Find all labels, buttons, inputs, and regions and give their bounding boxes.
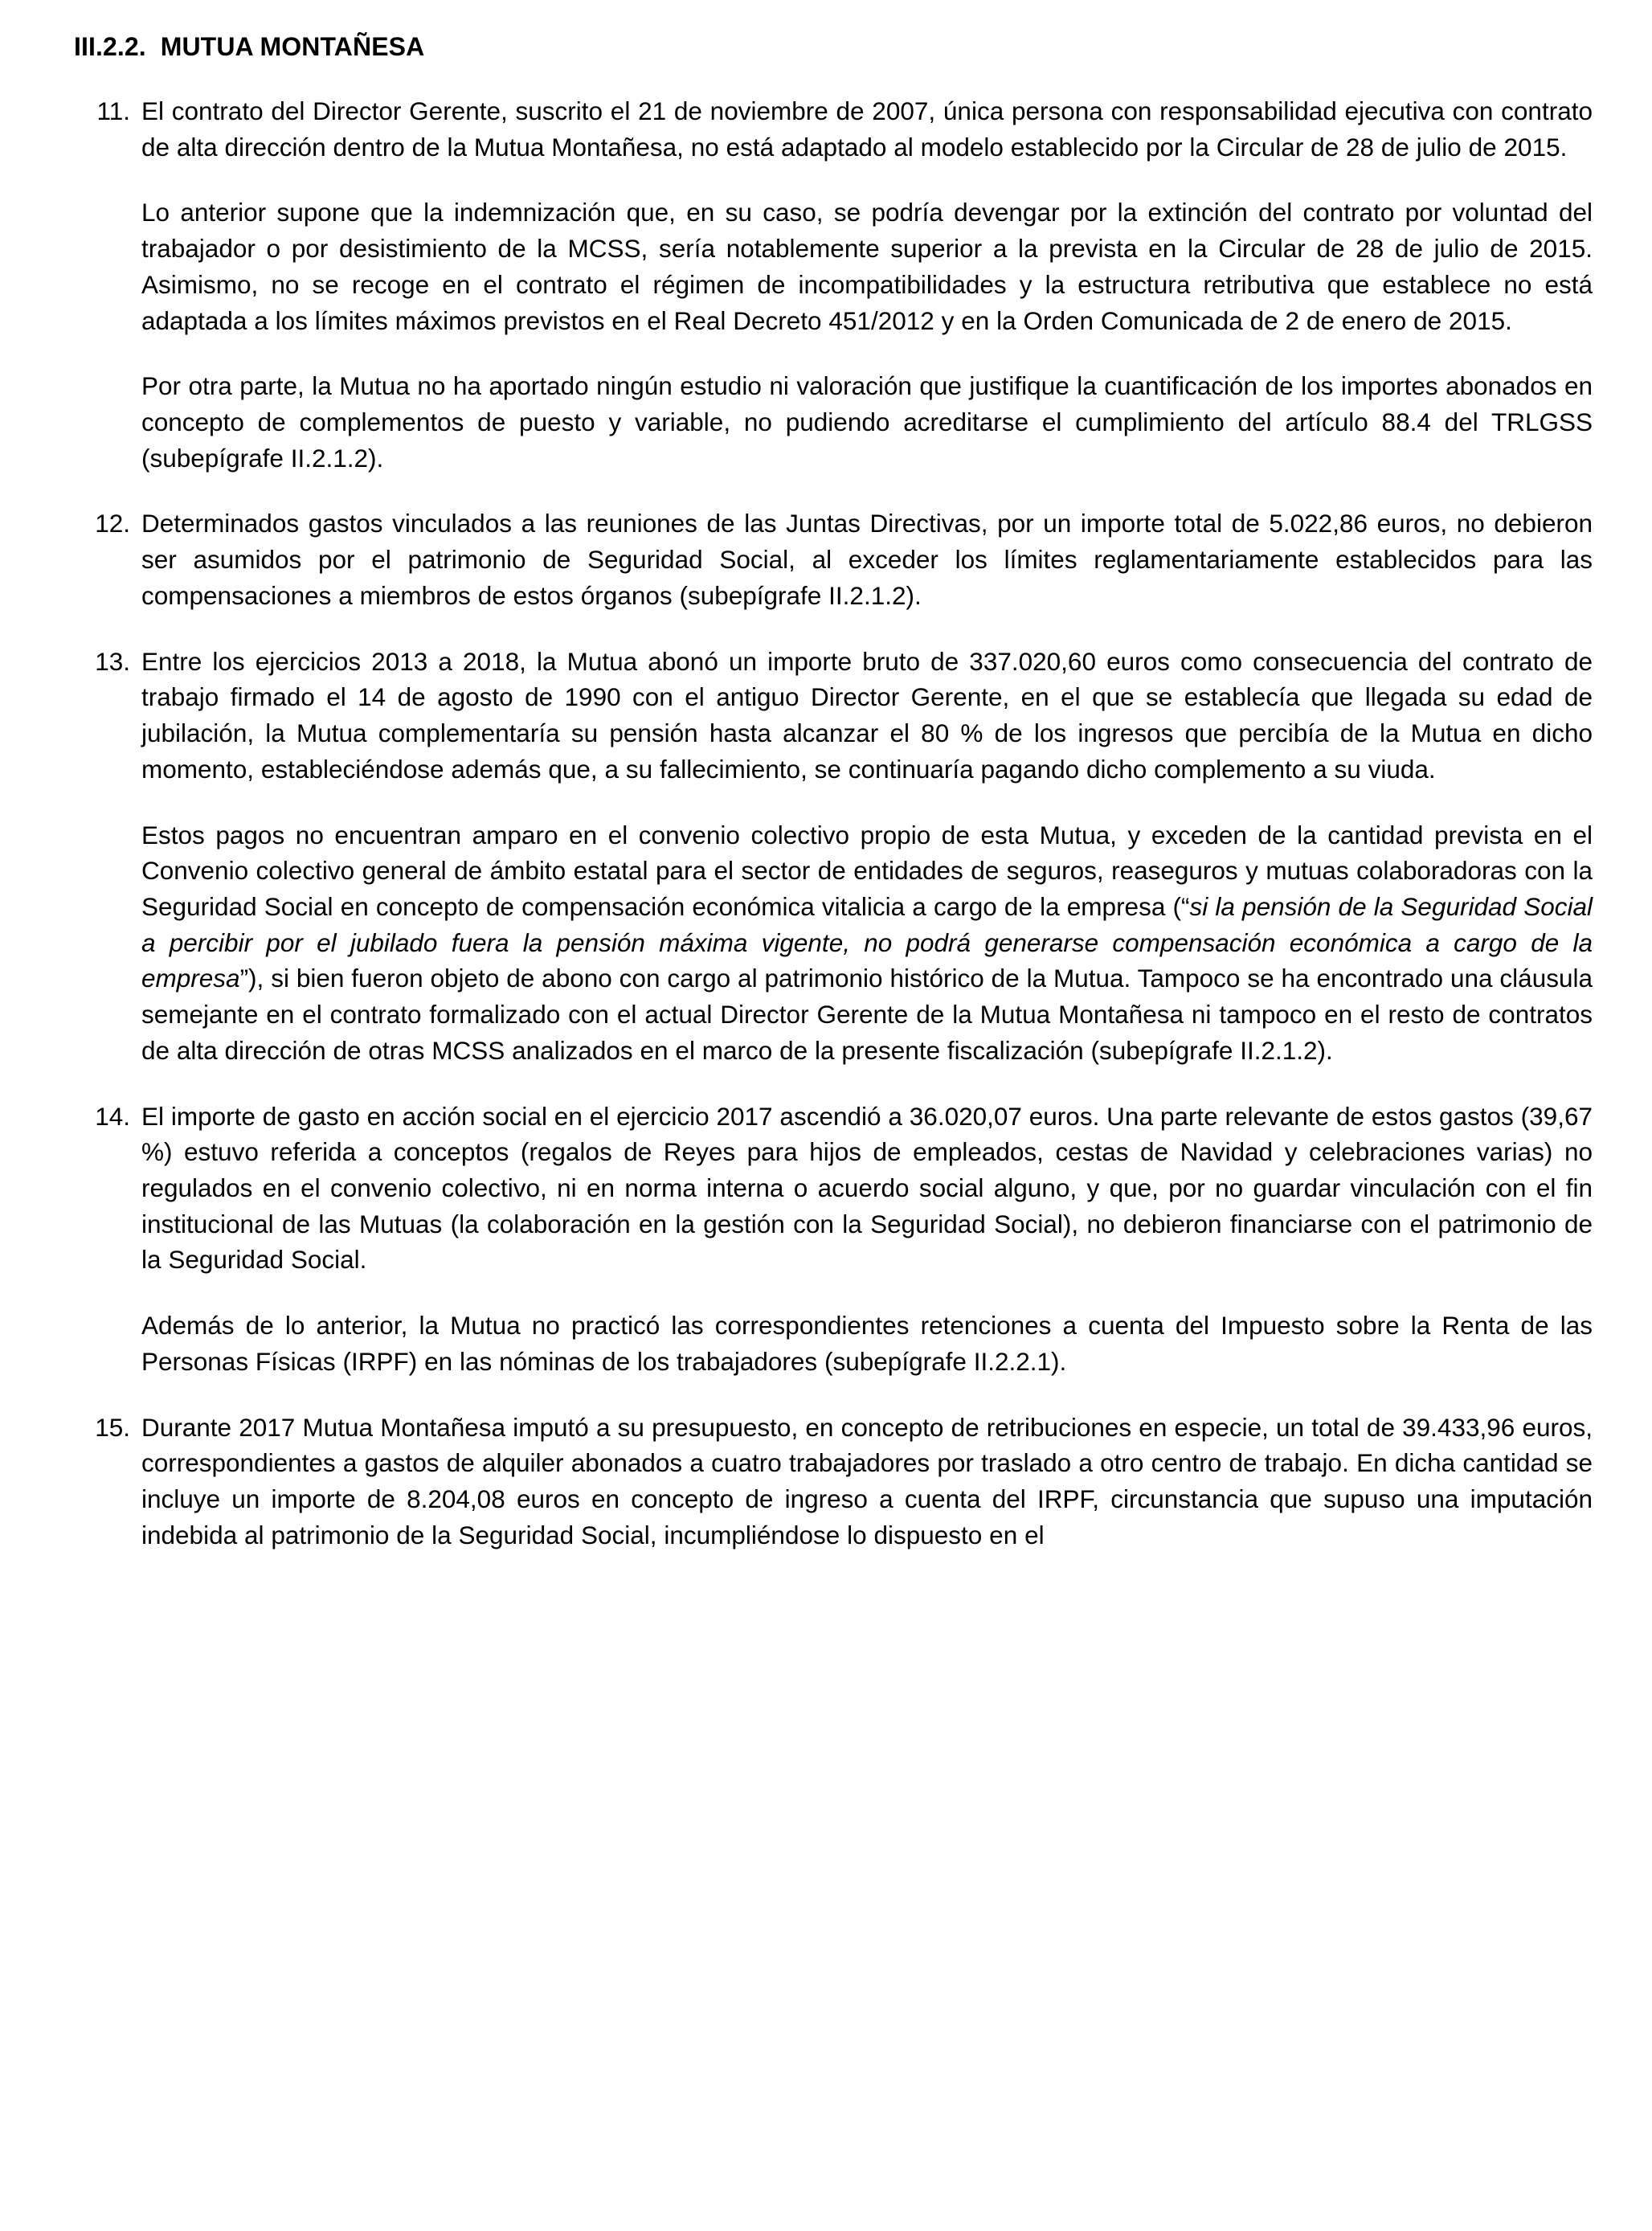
item-body: [141, 1099, 1593, 1410]
list-item: [74, 93, 1593, 506]
item-body: [141, 93, 1593, 506]
paragraph: Durante 2017 Mutua Montañesa imputó a su presupuesto, en concepto de retribuciones en especie, un total de 39.433,96 euros, correspondientes a gastos de alquiler abonados a cuatro trabajadores por traslado a otro centro de trabajo. En dicha cantidad se incluye un importe de 8.204,08 euros en concepto de ingreso a cuenta del IRPF, circunstancia que supuso una imputación indebida al patrimonio de la Seguridad Social, incumpliéndose lo dispuesto en el: [141, 1412, 1593, 1549]
item-number: 13.: [95, 646, 130, 676]
list-item: [74, 644, 1593, 1099]
paragraph: Además de lo anterior, la Mutua no practicó las correspondientes retenciones a cuenta del Impuesto sobre la Renta de las Personas Físicas (IRPF) en las nóminas de los trabajadores (subepígrafe II.2.2.1).: [141, 1311, 1593, 1376]
paragraph: Lo anterior supone que la indemnización que, en su caso, se podría devengar por la extinción del contrato por voluntad del trabajador o por desistimiento de la MCSS, sería notablemente superior a la prevista en la Circular de 28 de julio de 2015. Asimismo, no se recoge en el contrato el régimen de incompatibilidades y la estructura retributiva que establece no está adaptada a los límites máximos previstos en el Real Decreto 451/2012 y en la Orden Comunicada de 2 de enero de 2015.: [141, 198, 1593, 335]
item-number: 11.: [96, 96, 130, 125]
item-body: [141, 1410, 1593, 1583]
item-body: [141, 644, 1593, 1099]
list-item: [74, 1099, 1593, 1410]
quoted-clause: si la pensión de la Seguridad Social a percibir por el jubilado fuera la pensión máxima vigente, no podrá generarse compensación económica a cargo de la empresa: [141, 891, 1593, 993]
item-body: [141, 506, 1593, 643]
list-item: [74, 1410, 1593, 1583]
quote-trail: ”), si bien fueron objeto de abono con cargo al patrimonio histórico de la Mutua. Tampoco se ha encontrado una cláusula semejante en el contrato formalizado con el actual Director Gerente de la Mutua Montañesa ni tampoco en el resto de contratos de alta dirección de otras MCSS analizados en el marco de la presente fiscalización (subepígrafe II.2.1.2).: [141, 964, 1593, 1065]
item-number: 12.: [95, 509, 130, 538]
quote-lead-in: Estos pagos no encuentran amparo en el convenio colectivo propio de esta Mutua, y exceden de la cantidad prevista en el Convenio colectivo general de ámbito estatal para el sector de entidades de seguros, reaseguros y mutuas colaboradoras con la Seguridad Social en concepto de compensación económica vitalicia a cargo de la empresa (“: [141, 820, 1593, 921]
findings-list: [74, 93, 1593, 1582]
item-number: 15.: [95, 1412, 130, 1442]
paragraph: El contrato del Director Gerente, suscrito el 21 de noviembre de 2007, única persona con responsabilidad ejecutiva con contrato de alta dirección dentro de la Mutua Montañesa, no está adaptado al modelo establecido por la Circular de 28 de julio de 2015.: [141, 96, 1593, 162]
paragraph: Determinados gastos vinculados a las reuniones de las Juntas Directivas, por un importe total de 5.022,86 euros, no debieron ser asumidos por el patrimonio de Seguridad Social, al exceder los límites reglamentariamente establecidos para las compensaciones a miembros de estos órganos (subepígrafe II.2.1.2).: [141, 509, 1593, 610]
list-item: [74, 506, 1593, 643]
paragraph: El importe de gasto en acción social en el ejercicio 2017 ascendió a 36.020,07 euros. Una parte relevante de estos gastos (39,67 %) estuvo referida a conceptos (regalos de Reyes para hijos de empleados, cestas de Navidad y celebraciones varias) no regulados en el convenio colectivo, ni en norma interna o acuerdo social alguno, y que, por no guardar vinculación con el fin institucional de las Mutuas (la colaboración en la gestión con la Seguridad Social), no debieron financiarse con el patrimonio de la Seguridad Social.: [141, 1101, 1593, 1275]
paragraph: Entre los ejercicios 2013 a 2018, la Mutua abonó un importe bruto de 337.020,60 euros como consecuencia del contrato de trabajo firmado el 14 de agosto de 1990 con el antiguo Director Gerente, en el que se establecía que llegada su edad de jubilación, la Mutua complementaría su pensión hasta alcanzar el 80 % de los ingresos que percibía de la Mutua en dicho momento, estableciéndose además que, a su fallecimiento, se continuaría pagando dicho complemento a su viuda.: [141, 646, 1593, 784]
page-title: III.2.2. MUTUA MONTAÑESA: [74, 32, 425, 61]
paragraph: Por otra parte, la Mutua no ha aportado ningún estudio ni valoración que justifique la cuantificación de los importes abonados en concepto de complementos de puesto y variable, no pudiendo acreditarse el cumplimiento del artículo 88.4 del TRLGSS (subepígrafe II.2.1.2).: [141, 371, 1593, 473]
paragraph-with-quote: [141, 817, 1593, 1069]
item-number: 14.: [95, 1101, 130, 1131]
